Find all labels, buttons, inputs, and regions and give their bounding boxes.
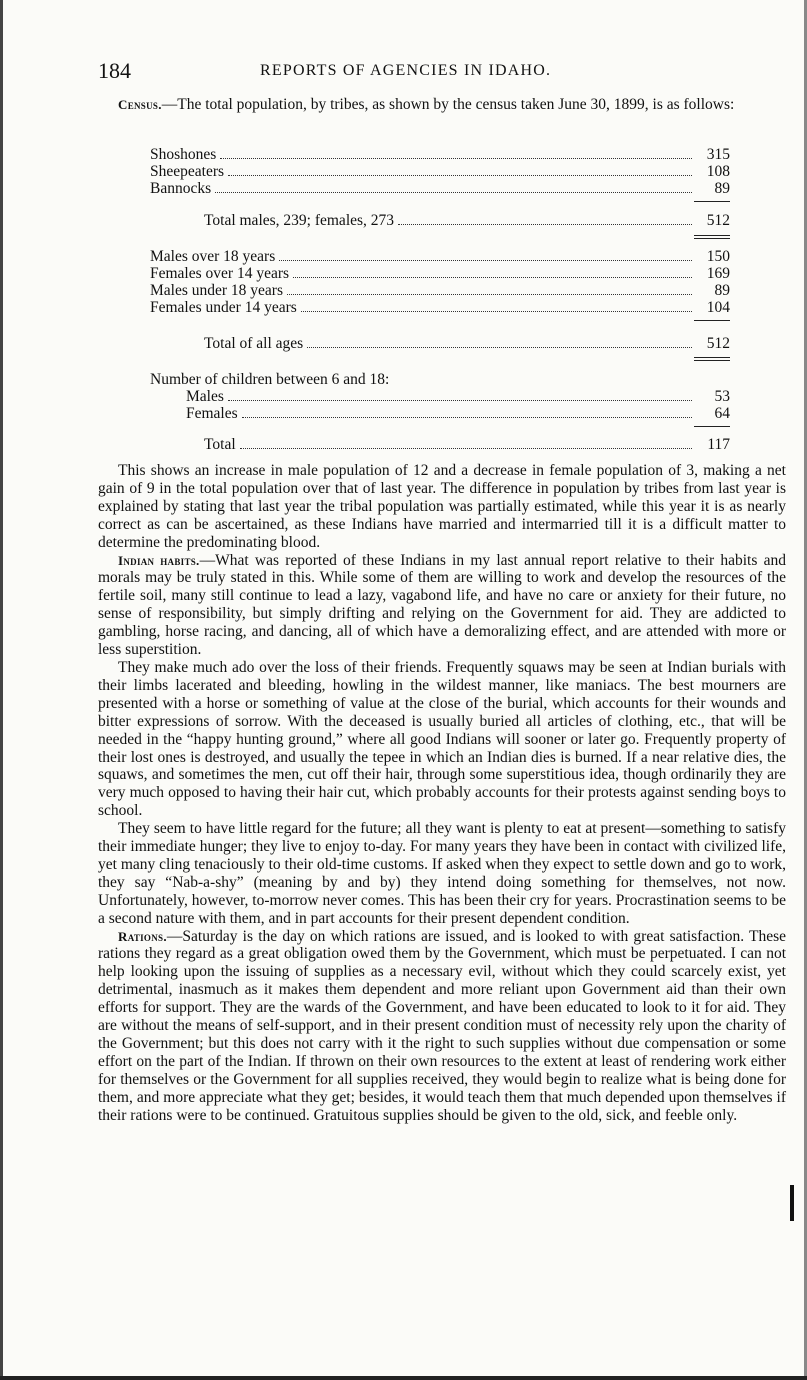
total-value: 512 <box>706 212 730 229</box>
double-rule <box>694 235 730 239</box>
dot-leader <box>279 259 692 261</box>
children-heading <box>150 371 730 389</box>
row-label: Males under 18 years <box>150 282 283 299</box>
paragraph-mourning: They make much ado over the loss of their friends. Frequently squaws may be seen at Indian burials with their limbs lacerated and bleeding, howling in the wildest manner, like maniacs. The best mourners are presented with a horse or something of value at the close of the burial, which accounts for their wounds and bitter expressions of sorrow. With the deceased is usually buried all articles of clothing, etc., that will be needed in the “happy hunting ground,” where all good Indians will sooner or later go. Frequently property of their lost ones is destroyed, and usually the tepee in which an Indian dies is burned. If a near relative dies, the squaws, and sometimes the men, cut off their hair, through some superstitious idea, though ordinarily they are very much opposed to having their hair cut, which probably accounts for their protests against sending boys to school. <box>98 658 786 820</box>
total-value: 512 <box>706 335 730 352</box>
total-label: Total males, 239; females, 273 <box>204 212 395 229</box>
indian-habits-text: —What was reported of these Indians in my last annual report relative to their habits and morals may be truly stated in this. While some of them are willing to work and develop the resources of the fertile soil, many still continue to lead a lazy, vagabond life, and have no care or anxiety for their future, no sense of responsibility, but simply drifting and relying on the Government for aid. They are addicted to gambling, horse racing, and dancing, all of which have a demoralizing effect, and are attended with more or less superstition. <box>98 551 786 659</box>
dot-leader <box>220 157 692 159</box>
dot-leader <box>215 191 692 193</box>
row-value: 89 <box>714 180 730 197</box>
running-title: REPORTS OF AGENCIES IN IDAHO. <box>260 62 552 79</box>
dot-leader <box>398 223 692 225</box>
table-row <box>150 180 730 198</box>
margin-mark <box>790 1185 794 1221</box>
total-row <box>204 335 730 353</box>
table-row <box>150 282 730 300</box>
total-value: 117 <box>707 436 730 453</box>
sum-rule <box>694 201 730 202</box>
row-value: 104 <box>706 299 730 316</box>
rations-text: —Saturday is the day on which rations are issued, and is looked to with great satisfaction. These rations they regard as a great obligation owed them by the Government, which must be perpetuated. I can not help looking upon the issuing of supplies as a necessary evil, without which they could scarcely exist, yet detrimental, inasmuch as it makes them dependent and more reliant upon Government aid than their own efforts for support. They are the wards of the Government, and have been educated to look to it for aid. They are without the means of self-support, and in their present condition must of necessity rely upon the charity of the Government; but this does not carry with it the right to such supplies without due compensation or some effort on the part of the Indian. If thrown on their own resources to the extent at least of rendering work either for themselves or the Government for all supplies received, they would begin to realize what is being done for them, and more appreciate what they get; besides, it would teach them that much depended upon themselves if their rations were to be continued. Gratuitous supplies should be given to the old, sick, and feeble only. <box>98 927 786 1124</box>
table-row <box>150 299 730 317</box>
census-intro <box>98 96 738 114</box>
report-body <box>98 462 786 1125</box>
row-value: 53 <box>714 388 730 405</box>
census-heading: Census. <box>118 97 162 112</box>
row-value: 89 <box>714 282 730 299</box>
sum-rule <box>694 320 730 321</box>
sum-rule <box>694 426 730 427</box>
row-value: 108 <box>706 163 730 180</box>
scan-left-edge <box>0 0 3 1380</box>
row-value: 150 <box>706 248 730 265</box>
total-row <box>204 212 730 230</box>
dot-leader <box>301 310 692 312</box>
table-row <box>150 248 730 266</box>
total-row <box>204 436 730 454</box>
paragraph-indian-habits <box>98 552 786 659</box>
children-heading-text: Number of children between 6 and 18: <box>150 371 390 388</box>
double-rule <box>694 357 730 361</box>
row-label: Females <box>186 405 238 422</box>
row-value: 64 <box>714 405 730 422</box>
dot-leader <box>228 399 692 401</box>
dot-leader <box>293 276 692 278</box>
scan-bottom-edge <box>0 1376 807 1380</box>
dot-leader <box>242 416 692 418</box>
rations-heading: Rations. <box>118 928 167 944</box>
indian-habits-heading: Indian habits. <box>118 552 200 568</box>
row-value: 169 <box>706 265 730 282</box>
row-label: Females over 14 years <box>150 265 290 282</box>
row-label: Males over 18 years <box>150 248 276 265</box>
dot-leader <box>228 174 692 176</box>
paragraph-rations <box>98 928 786 1125</box>
page-number: 184 <box>98 58 131 83</box>
dot-leader <box>240 447 692 449</box>
table-row <box>150 146 730 164</box>
census-intro-text: —The total population, by tribes, as shown by the census taken June 30, 1899, is as follows: <box>161 96 735 113</box>
total-label: Total <box>204 436 236 453</box>
dot-leader <box>287 293 692 295</box>
row-label: Bannocks <box>150 180 212 197</box>
row-label: Males <box>186 388 224 405</box>
dot-leader <box>307 346 692 348</box>
table-row <box>150 265 730 283</box>
row-label: Females under 14 years <box>150 299 297 316</box>
page-header <box>98 58 738 88</box>
table-row <box>186 388 730 406</box>
row-label: Sheepeaters <box>150 163 225 180</box>
paragraph-population-change: This shows an increase in male population of 12 and a decrease in female population of 3, making a net gain of 9 in the total population over that of last year. The difference in population by tribes from last year is explained by stating that last year the tribal population was partially estimated, while this year it is as nearly correct as can be ascertained, as these Indians have married and intermarried till it is a difficult matter to determine the predominating blood. <box>98 462 786 551</box>
row-label: Shoshones <box>150 146 217 163</box>
total-label: Total of all ages <box>204 335 304 352</box>
table-row <box>150 163 730 181</box>
paragraph-future: They seem to have little regard for the future; all they want is plenty to eat at present—something to satisfy their immediate hunger; they live to enjoy to-day. For many years they have been in contact with civilized life, yet many cling tenaciously to their old-time customs. If asked when they expect to settle down and go to work, they say “Nab-a-shy” (meaning by and by) they intend doing something for themselves, not now. Unfortunately, however, to-morrow never comes. This has been their cry for years. Procrastination seems to be a second nature with them, and in part accounts for their present dependent condition. <box>98 820 786 927</box>
row-value: 315 <box>706 146 730 163</box>
table-row <box>186 405 730 423</box>
